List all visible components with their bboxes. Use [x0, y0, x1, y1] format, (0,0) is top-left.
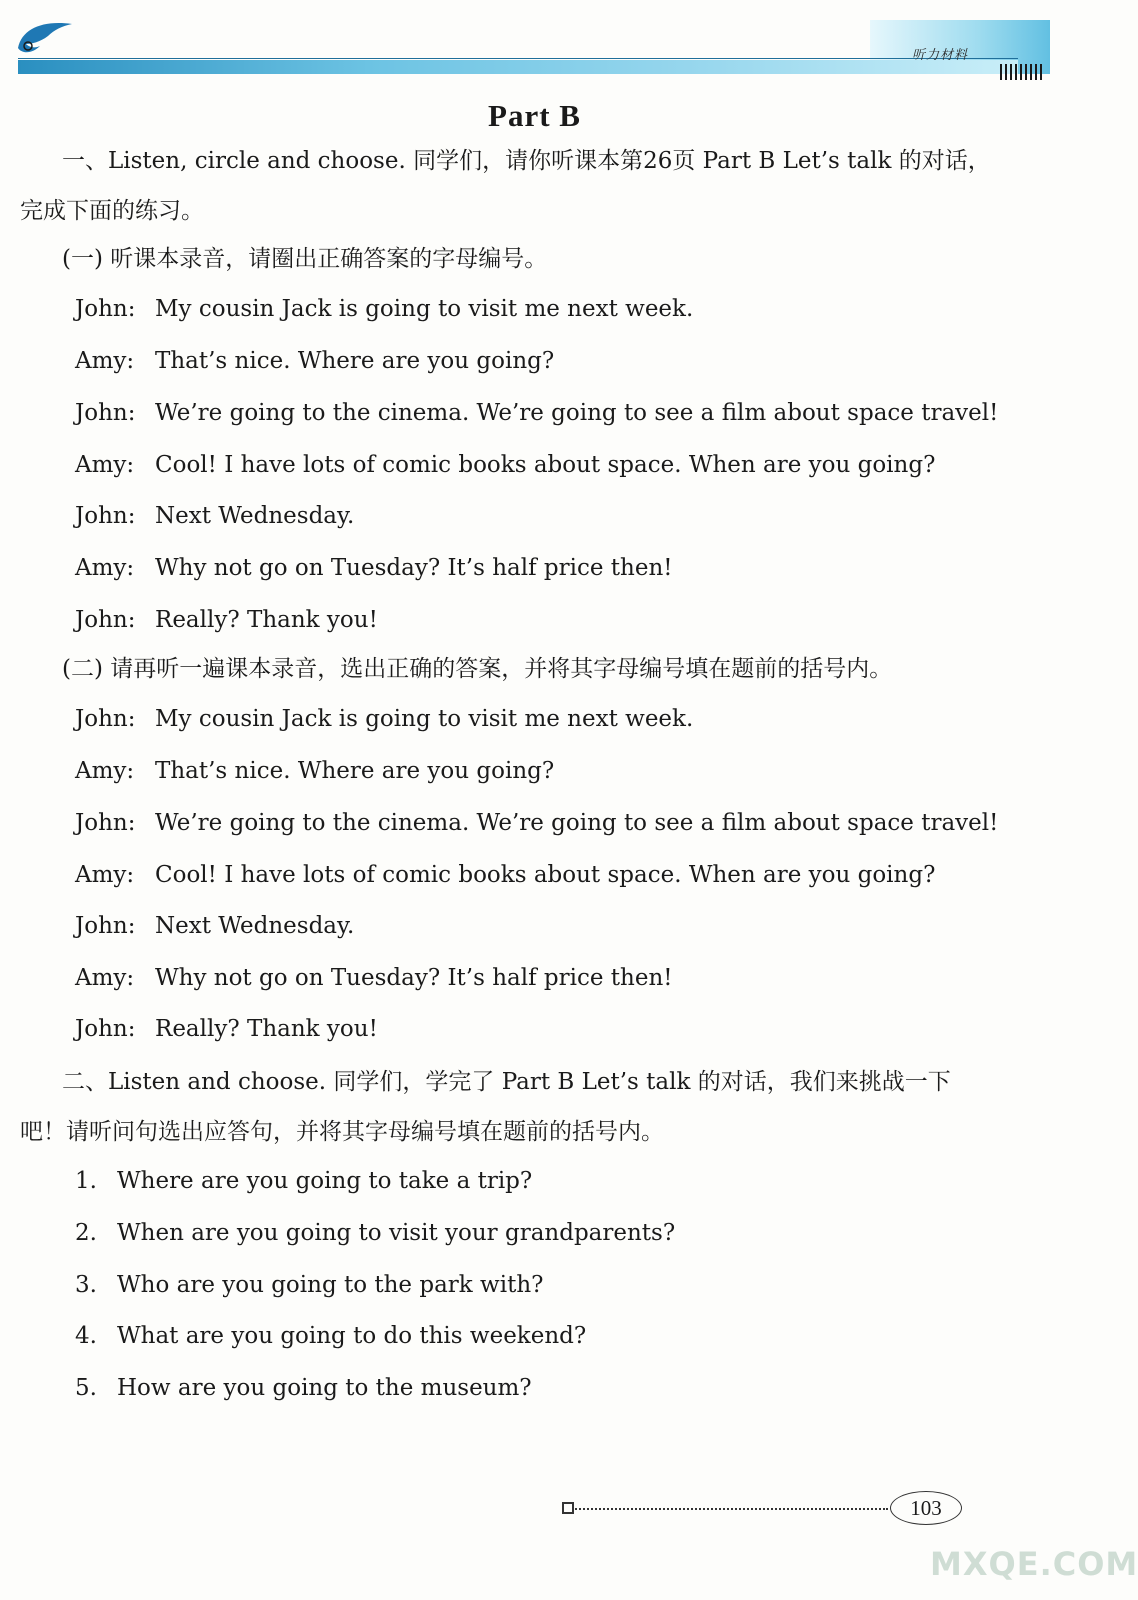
dialogue-line — [75, 501, 354, 531]
question-text: How are you going to the museum? — [117, 1375, 532, 1401]
question-text: Who are you going to the park with? — [117, 1272, 544, 1298]
speaker: John: — [75, 296, 136, 322]
question-item — [75, 1166, 532, 1196]
utterance: Next Wednesday. — [155, 503, 355, 529]
header-section-label: 听力材料 — [912, 48, 969, 63]
dialogue-line — [75, 346, 554, 376]
question-text: What are you going to do this weekend? — [117, 1323, 587, 1349]
question-item — [75, 1373, 532, 1403]
utterance: Next Wednesday. — [155, 913, 355, 939]
header-band — [18, 60, 1018, 74]
utterance: We’re going to the cinema. We’re going to see a film about space travel! — [155, 400, 999, 426]
page-number: 103 — [890, 1491, 962, 1525]
speaker: John: — [75, 810, 136, 836]
dialogue-line — [75, 450, 935, 480]
question-item — [75, 1321, 586, 1351]
question-text: Where are you going to take a trip? — [117, 1168, 533, 1194]
section1-heading-cont: 完成下面的练习。 — [20, 198, 204, 224]
section2-heading-cont: 吧！请听问句选出应答句，并将其字母编号填在题前的括号内。 — [20, 1119, 664, 1145]
utterance: That’s nice. Where are you going? — [155, 348, 555, 374]
utterance: That’s nice. Where are you going? — [155, 758, 555, 784]
sub2-heading: (二) 请再听一遍课本录音，选出正确的答案，并将其字母编号填在题前的括号内。 — [62, 656, 893, 682]
page-header — [0, 0, 1069, 90]
utterance: My cousin Jack is going to visit me next week. — [155, 706, 694, 732]
utterance: We’re going to the cinema. We’re going to see a film about space travel! — [155, 810, 999, 836]
speaker: Amy: — [75, 348, 135, 374]
question-text: When are you going to visit your grandparents? — [117, 1220, 676, 1246]
utterance: Really? Thank you! — [155, 607, 378, 633]
question-number: 2. — [75, 1220, 97, 1246]
watermark: MXQE.COM — [930, 1545, 1138, 1583]
dialogue-line — [75, 860, 935, 890]
section2-heading: 二、Listen and choose. 同学们，学完了 Part B Let’s talk 的对话，我们来挑战一下 — [62, 1069, 951, 1095]
dialogue-line — [75, 704, 693, 734]
dialogue-line — [75, 808, 998, 838]
speaker: Amy: — [75, 862, 135, 888]
speaker: Amy: — [75, 555, 135, 581]
dialogue-line — [75, 756, 554, 786]
question-item — [75, 1218, 675, 1248]
dialogue-line — [75, 911, 354, 941]
page-title: Part B — [488, 98, 581, 133]
question-number: 5. — [75, 1375, 97, 1401]
utterance: Cool! I have lots of comic books about space. When are you going? — [155, 862, 936, 888]
header-rule — [18, 58, 1018, 59]
question-number: 4. — [75, 1323, 97, 1349]
speaker: John: — [75, 1016, 136, 1042]
question-number: 3. — [75, 1272, 97, 1298]
speaker: Amy: — [75, 758, 135, 784]
wave-logo-icon — [14, 14, 84, 58]
header-ticks — [1000, 64, 1042, 80]
dialogue-line — [75, 553, 673, 583]
speaker: Amy: — [75, 965, 135, 991]
section1-heading: 一、Listen, circle and choose. 同学们，请你听课本第26页 Part B Let’s talk 的对话， — [62, 148, 991, 174]
dialogue-line — [75, 963, 673, 993]
speaker: John: — [75, 913, 136, 939]
dialogue-line — [75, 294, 693, 324]
speaker: John: — [75, 706, 136, 732]
dialogue-line — [75, 605, 378, 635]
utterance: Why not go on Tuesday? It’s half price then! — [155, 555, 673, 581]
speaker: John: — [75, 400, 136, 426]
speaker: John: — [75, 607, 136, 633]
dialogue-line — [75, 398, 998, 428]
dialogue-line — [75, 1014, 378, 1044]
utterance: Cool! I have lots of comic books about space. When are you going? — [155, 452, 936, 478]
utterance: Why not go on Tuesday? It’s half price then! — [155, 965, 673, 991]
utterance: Really? Thank you! — [155, 1016, 378, 1042]
speaker: John: — [75, 503, 136, 529]
sub1-heading: (一) 听课本录音，请圈出正确答案的字母编号。 — [62, 246, 548, 272]
question-item — [75, 1270, 543, 1300]
speaker: Amy: — [75, 452, 135, 478]
footer-dotted-rule — [572, 1508, 888, 1512]
utterance: My cousin Jack is going to visit me next week. — [155, 296, 694, 322]
question-number: 1. — [75, 1168, 97, 1194]
